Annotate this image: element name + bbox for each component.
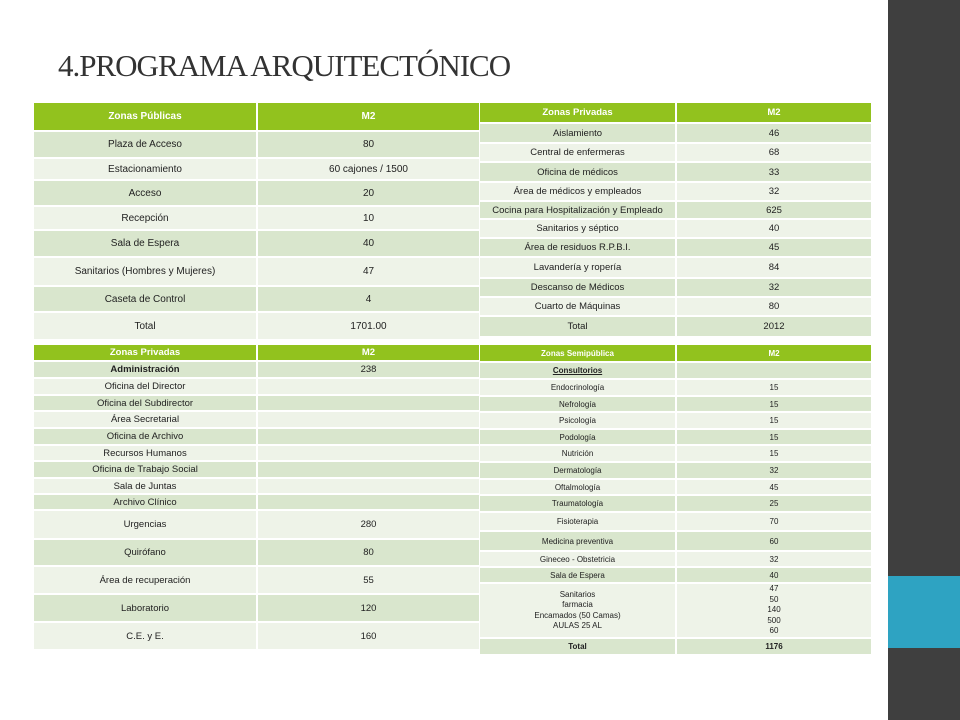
- space-name-cell: Oficina de Trabajo Social: [34, 461, 257, 478]
- table-row: [480, 479, 872, 495]
- table-zonas-semipublica: [480, 345, 873, 656]
- table-row: [480, 495, 872, 512]
- area-value-cell: 15: [676, 379, 872, 396]
- space-name-cell: Dermatología: [480, 462, 676, 479]
- table-row: [34, 494, 480, 510]
- table-row: [480, 297, 872, 316]
- area-value-cell: 15: [676, 412, 872, 429]
- table-row: [34, 594, 480, 622]
- area-value-cell: [257, 378, 480, 395]
- space-name-cell: Lavandería y ropería: [480, 257, 676, 278]
- space-name-cell: Medicina preventiva: [480, 531, 676, 551]
- table-zonas-privadas-administracion: [34, 345, 481, 651]
- table-row: [480, 362, 872, 379]
- table-row: [480, 238, 872, 257]
- space-name-cell: Caseta de Control: [34, 286, 257, 312]
- table-row: [480, 412, 872, 429]
- table-row: [480, 429, 872, 445]
- table-zonas-publicas: [34, 103, 481, 341]
- area-value-cell: 45: [676, 238, 872, 257]
- table-row: [34, 395, 480, 411]
- table-row: [480, 567, 872, 583]
- space-name-cell: Central de enfermeras: [480, 143, 676, 162]
- table-row: [34, 257, 480, 286]
- area-value-cell: 32: [676, 182, 872, 201]
- table-row: [34, 158, 480, 180]
- area-value-cell: [257, 494, 480, 510]
- zone-header: Zonas Privadas: [34, 345, 257, 361]
- area-value-cell: 15: [676, 429, 872, 445]
- space-name-cell: Cuarto de Máquinas: [480, 297, 676, 316]
- table-row: [480, 182, 872, 201]
- table-header-row: [480, 103, 872, 123]
- area-value-cell: 80: [257, 131, 480, 158]
- area-value-cell: 60: [676, 531, 872, 551]
- space-name-cell: Área de residuos R.P.B.I.: [480, 238, 676, 257]
- space-name-cell: Plaza de Acceso: [34, 131, 257, 158]
- area-value-cell: 25: [676, 495, 872, 512]
- space-name-cell: Psicología: [480, 412, 676, 429]
- space-name-cell: Total: [480, 638, 676, 655]
- area-value-cell: 1701.00: [257, 312, 480, 340]
- table-row: [480, 316, 872, 337]
- table-row: [480, 219, 872, 238]
- table-row: [34, 566, 480, 594]
- area-value-cell: [257, 478, 480, 494]
- area-value-cell: [257, 461, 480, 478]
- table-row: [480, 143, 872, 162]
- space-name-cell: Traumatología: [480, 495, 676, 512]
- area-value-cell: 60 cajones / 1500: [257, 158, 480, 180]
- table-row: [34, 230, 480, 257]
- area-value-cell: 280: [257, 510, 480, 539]
- table-row: [34, 378, 480, 395]
- area-value-cell: 1176: [676, 638, 872, 655]
- area-header: M2: [257, 345, 480, 361]
- space-name-cell: C.E. y E.: [34, 622, 257, 650]
- table-row: [480, 396, 872, 412]
- space-name-cell: Laboratorio: [34, 594, 257, 622]
- space-name-cell: Urgencias: [34, 510, 257, 539]
- table-zonas-privadas-servicios: [480, 103, 873, 338]
- table-row: [34, 312, 480, 340]
- space-name-cell: Sala de Espera: [480, 567, 676, 583]
- area-value-cell: 46: [676, 123, 872, 143]
- table-row: [34, 428, 480, 445]
- area-header: M2: [676, 345, 872, 362]
- table-header-row: [480, 345, 872, 362]
- table-row: [34, 206, 480, 230]
- area-value-cell: 10: [257, 206, 480, 230]
- space-name-cell: Endocrinología: [480, 379, 676, 396]
- space-name-cell: Descanso de Médicos: [480, 278, 676, 297]
- table-header-row: [34, 103, 480, 131]
- area-value-cell: 80: [676, 297, 872, 316]
- area-value-cell: 47: [257, 257, 480, 286]
- table-header-row: [34, 345, 480, 361]
- table-row: [480, 201, 872, 219]
- area-value-cell: 33: [676, 162, 872, 182]
- area-value-cell: 40: [257, 230, 480, 257]
- area-value-cell: [257, 395, 480, 411]
- space-name-cell: Nefrología: [480, 396, 676, 412]
- table-row: [34, 286, 480, 312]
- zone-header: Zonas Semipública: [480, 345, 676, 362]
- zone-header: Zonas Privadas: [480, 103, 676, 123]
- table-row: [34, 411, 480, 428]
- table-row: [480, 257, 872, 278]
- area-value-cell: 32: [676, 462, 872, 479]
- space-name-cell: Área de médicos y empleados: [480, 182, 676, 201]
- area-value-cell: 120: [257, 594, 480, 622]
- table-row: [480, 462, 872, 479]
- space-name-cell: Total: [34, 312, 257, 340]
- area-value-cell: [676, 362, 872, 379]
- table-row: [34, 361, 480, 378]
- space-name-cell: Sanitarios y séptico: [480, 219, 676, 238]
- area-value-cell: 40: [676, 567, 872, 583]
- space-name-cell: Recepción: [34, 206, 257, 230]
- space-name-cell: Fisioterapia: [480, 512, 676, 531]
- space-name-cell: Área de recuperación: [34, 566, 257, 594]
- space-name-cell: Oficina del Subdirector: [34, 395, 257, 411]
- table-row: [480, 583, 872, 638]
- table-row: [480, 512, 872, 531]
- area-value-cell: 238: [257, 361, 480, 378]
- space-name-cell: Recursos Humanos: [34, 445, 257, 461]
- table-row: [480, 162, 872, 182]
- area-header: M2: [676, 103, 872, 123]
- space-name-cell: Acceso: [34, 180, 257, 206]
- area-value-cell: 160: [257, 622, 480, 650]
- page-title: 4.PROGRAMA ARQUITECTÓNICO: [58, 48, 511, 83]
- area-value-cell: 47 50 140 500 60: [676, 583, 872, 638]
- space-name-cell: Aislamiento: [480, 123, 676, 143]
- space-name-cell: Estacionamiento: [34, 158, 257, 180]
- area-value-cell: [257, 445, 480, 461]
- space-name-cell: Oftalmología: [480, 479, 676, 495]
- area-value-cell: 32: [676, 551, 872, 567]
- space-name-cell: Gineceo - Obstetricia: [480, 551, 676, 567]
- zone-header: Zonas Públicas: [34, 103, 257, 131]
- area-value-cell: [257, 411, 480, 428]
- table-row: [480, 123, 872, 143]
- space-name-cell: Nutrición: [480, 445, 676, 462]
- area-value-cell: 84: [676, 257, 872, 278]
- space-name-cell: Oficina de médicos: [480, 162, 676, 182]
- space-name-cell: Oficina del Director: [34, 378, 257, 395]
- space-name-cell: Administración: [34, 361, 257, 378]
- table-row: [480, 531, 872, 551]
- area-value-cell: 15: [676, 445, 872, 462]
- table-row: [480, 638, 872, 655]
- area-value-cell: 15: [676, 396, 872, 412]
- space-name-cell: Sala de Espera: [34, 230, 257, 257]
- area-value-cell: 40: [676, 219, 872, 238]
- area-value-cell: 625: [676, 201, 872, 219]
- table-row: [34, 478, 480, 494]
- space-name-cell: Podología: [480, 429, 676, 445]
- table-row: [480, 379, 872, 396]
- area-value-cell: 80: [257, 539, 480, 566]
- area-value-cell: 68: [676, 143, 872, 162]
- space-name-cell: Área Secretarial: [34, 411, 257, 428]
- area-value-cell: [257, 428, 480, 445]
- area-value-cell: 55: [257, 566, 480, 594]
- table-row: [34, 510, 480, 539]
- table-row: [34, 445, 480, 461]
- area-value-cell: 32: [676, 278, 872, 297]
- table-row: [34, 461, 480, 478]
- space-name-cell: Sanitarios (Hombres y Mujeres): [34, 257, 257, 286]
- space-name-cell: Consultorios: [480, 362, 676, 379]
- space-name-cell: Sala de Juntas: [34, 478, 257, 494]
- right-accent-block: [888, 576, 960, 648]
- area-value-cell: 4: [257, 286, 480, 312]
- table-row: [480, 445, 872, 462]
- area-value-cell: 20: [257, 180, 480, 206]
- table-row: [34, 131, 480, 158]
- area-value-cell: 45: [676, 479, 872, 495]
- space-name-cell: Sanitarios farmacia Encamados (50 Camas) AULAS 25 AL: [480, 583, 676, 638]
- space-name-cell: Quirófano: [34, 539, 257, 566]
- area-header: M2: [257, 103, 480, 131]
- area-value-cell: 2012: [676, 316, 872, 337]
- area-value-cell: 70: [676, 512, 872, 531]
- table-row: [34, 180, 480, 206]
- space-name-cell: Archivo Clínico: [34, 494, 257, 510]
- table-row: [480, 278, 872, 297]
- space-name-cell: Total: [480, 316, 676, 337]
- table-row: [34, 622, 480, 650]
- space-name-cell: Oficina de Archivo: [34, 428, 257, 445]
- table-row: [480, 551, 872, 567]
- table-row: [34, 539, 480, 566]
- space-name-cell: Cocina para Hospitalización y Empleado: [480, 201, 676, 219]
